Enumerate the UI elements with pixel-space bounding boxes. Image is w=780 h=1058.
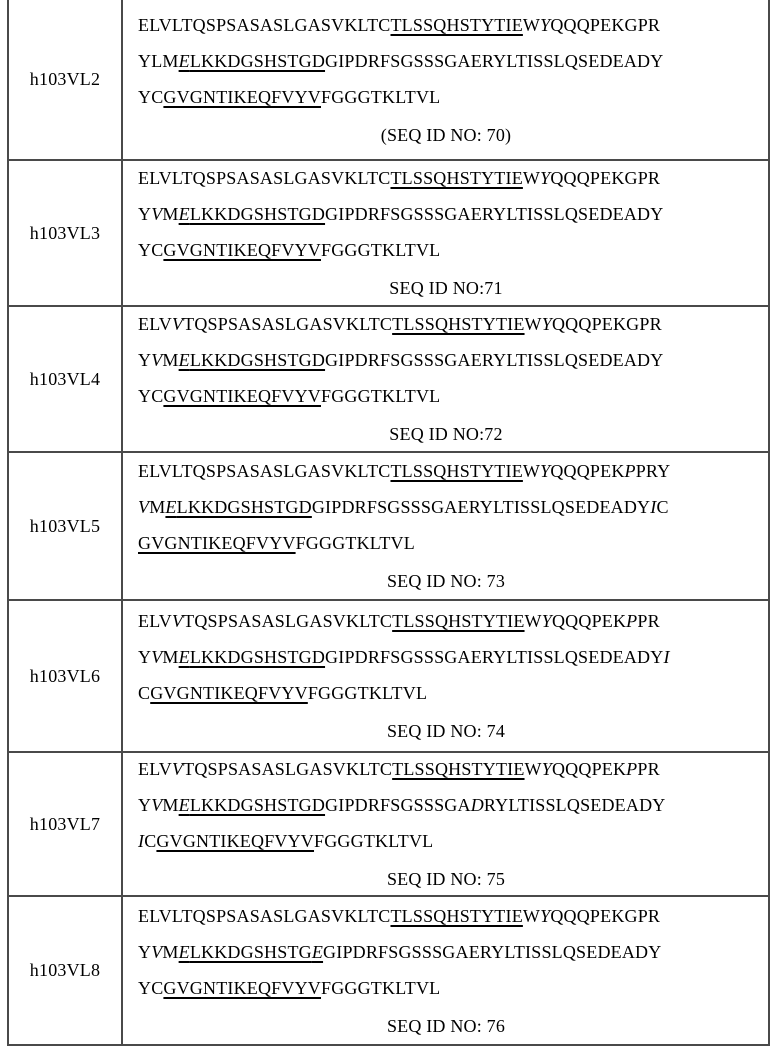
sequence-segment: M (162, 941, 179, 962)
sequence-segment: Y (138, 941, 152, 962)
sequence-line (138, 453, 766, 489)
sequence-segment: ELVLTQSPSASASLGASVKLTC (138, 905, 391, 926)
sequence-segment: PRY (635, 461, 671, 481)
sequence-segment: GVGNTIKEQFVYV (163, 386, 321, 406)
sequence-segment: C (144, 831, 157, 851)
sequence-line (138, 675, 766, 711)
sequence-segment: W (524, 314, 542, 334)
seq-id-label: SEQ ID NO:71 (389, 278, 503, 298)
table-row (9, 751, 768, 895)
sequence-segment: FGGGTKLTVL (321, 977, 441, 998)
sequence-segment: TQSPSASASLGASVKLTC (183, 611, 393, 631)
sequence-segment: FGGGTKLTVL (321, 386, 441, 406)
sequence-segment: Y (540, 14, 551, 35)
sequence-segment: TLSSQHSTYTIE (390, 168, 523, 188)
antibody-label: h103VL2 (29, 69, 101, 89)
sequence-segment: FGGGTKLTVL (321, 86, 441, 107)
sequence-segment: TLSSQHSTYTIE (392, 314, 525, 334)
sequence-segment: YC (138, 240, 164, 260)
sequence-segment: V (171, 759, 184, 779)
sequence-cell (123, 897, 768, 1044)
sequence-segment: E (178, 941, 190, 962)
sequence-line (138, 232, 766, 268)
sequence-line (138, 603, 766, 639)
sequence-line (138, 79, 766, 115)
sequence-segment: I (663, 647, 670, 667)
sequence-segment: I (138, 831, 145, 851)
sequence-segment: W (522, 461, 541, 481)
sequence-segment: ELVLTQSPSASASLGASVKLTC (138, 461, 391, 481)
seq-id-label: SEQ ID NO: 76 (386, 1015, 506, 1036)
sequence-segment: Y (541, 611, 552, 631)
sequence-segment: E (165, 497, 177, 517)
sequence-segment: M (162, 350, 179, 370)
antibody-label-cell (9, 0, 123, 159)
sequence-segment: W (522, 14, 541, 35)
antibody-label-cell (9, 753, 123, 895)
sequence-segment: TQSPSASASLGASVKLTC (183, 314, 393, 334)
sequence-segment: C (656, 497, 669, 517)
sequence-segment: V (138, 497, 150, 517)
sequence-segment: ELVLTQSPSASASLGASVKLTC (138, 14, 391, 35)
antibody-label-cell (9, 161, 123, 305)
sequence-segment: E (178, 50, 190, 71)
sequence-segment: Y (138, 350, 152, 370)
table-row (9, 159, 768, 305)
sequence-line (138, 43, 766, 79)
sequence-line (138, 307, 766, 342)
seq-id-label: SEQ ID NO: 74 (386, 721, 506, 741)
sequence-line (138, 489, 766, 525)
seq-id-label: SEQ ID NO:72 (389, 424, 503, 444)
sequence-segment: E (311, 941, 324, 962)
sequence-line (138, 525, 766, 561)
sequence-segment: YC (138, 977, 164, 998)
sequence-segment: TLSSQHSTYTIE (392, 611, 525, 631)
sequence-segment: PR (637, 759, 660, 779)
sequence-segment: M (149, 497, 166, 517)
sequence-segment: V (171, 314, 184, 334)
sequence-segment: GVGNTIKEQFVYV (156, 831, 315, 851)
sequence-segment: TLSSQHSTYTIE (390, 461, 523, 481)
sequence-segment: Y (540, 905, 551, 926)
sequence-cell (123, 753, 768, 895)
sequence-line (138, 934, 766, 970)
antibody-label: h103VL4 (29, 368, 101, 389)
sequence-segment: LKKDGSHSTGD (189, 50, 326, 71)
sequence-segment: LKKDGSHSTGD (189, 795, 326, 815)
sequence-segment: RYLTISSLQSEDEADY (483, 795, 666, 815)
sequence-segment: E (178, 204, 190, 224)
antibody-label: h103VL3 (29, 222, 101, 243)
sequence-segment: LKKDGSHSTG (189, 941, 312, 962)
sequence-line (138, 823, 766, 859)
sequence-segment: QQQPEKGPR (550, 905, 661, 926)
sequence-segment: QQQPEK (551, 611, 627, 631)
sequence-table (7, 0, 770, 1046)
sequence-segment: FGGGTKLTVL (307, 683, 428, 703)
sequence-segment: QQQPEKGPR (550, 14, 661, 35)
sequence-segment: QQQPEKGPR (551, 314, 662, 334)
sequence-line (138, 639, 766, 675)
antibody-label: h103VL7 (29, 813, 101, 834)
sequence-segment: FGGGTKLTVL (321, 240, 441, 260)
antibody-label: h103VL5 (29, 515, 101, 536)
sequence-segment: Y (541, 314, 552, 334)
sequence-segment: W (524, 611, 542, 631)
sequence-line (138, 196, 766, 232)
sequence-segment: C (138, 683, 151, 703)
table-row (9, 599, 768, 751)
sequence-segment: YLM (138, 50, 179, 71)
sequence-segment: W (522, 905, 541, 926)
sequence-segment: LKKDGSHSTGD (189, 350, 326, 370)
sequence-segment: V (151, 647, 163, 667)
seq-id-label: SEQ ID NO: 73 (386, 571, 506, 591)
sequence-segment: GIPDRFSGSSSGAERYLTISSLQSEDEADY (325, 50, 664, 71)
sequence-segment: W (522, 168, 541, 188)
sequence-line (138, 970, 766, 1006)
sequence-segment: GVGNTIKEQFVYV (163, 240, 321, 260)
seq-id-label: SEQ ID NO: 75 (386, 869, 506, 889)
sequence-segment: I (650, 497, 657, 517)
sequence-segment: QQQPEK (550, 461, 625, 481)
sequence-segment: YC (138, 386, 164, 406)
sequence-segment: P (626, 611, 638, 631)
sequence-line (138, 342, 766, 378)
sequence-segment: Y (540, 461, 551, 481)
sequence-line (138, 378, 766, 414)
seq-id-label: (SEQ ID NO: 70) (380, 124, 512, 145)
sequence-cell (123, 307, 768, 451)
sequence-segment: QQQPEK (551, 759, 627, 779)
sequence-segment: GVGNTIKEQFVYV (163, 86, 321, 107)
sequence-segment: TLSSQHSTYTIE (392, 759, 525, 779)
sequence-cell (123, 0, 768, 159)
sequence-segment: Y (138, 647, 152, 667)
antibody-label-cell (9, 307, 123, 451)
sequence-segment: Y (540, 168, 551, 188)
sequence-segment: FGGGTKLTVL (295, 533, 415, 553)
sequence-segment: V (151, 941, 163, 962)
sequence-segment: GIPDRFSGSSSGAERYLTISSLQSEDEADY (323, 941, 662, 962)
sequence-segment: TLSSQHSTYTIE (390, 905, 523, 926)
sequence-segment: V (151, 795, 163, 815)
sequence-segment: D (470, 795, 484, 815)
sequence-line (138, 898, 766, 934)
sequence-segment: LKKDGSHSTGD (189, 647, 326, 667)
sequence-line (138, 753, 766, 787)
sequence-segment: GVGNTIKEQFVYV (163, 977, 321, 998)
sequence-line (138, 787, 766, 823)
sequence-segment: M (162, 795, 179, 815)
sequence-cell (123, 601, 768, 751)
table-row (9, 451, 768, 599)
sequence-cell (123, 453, 768, 599)
sequence-segment: GVGNTIKEQFVYV (150, 683, 308, 703)
antibody-label: h103VL8 (29, 960, 101, 980)
sequence-segment: ELV (138, 759, 172, 779)
sequence-segment: GIPDRFSGSSSGAERYLTISSLQSEDEADY (311, 497, 651, 517)
sequence-segment: GVGNTIKEQFVYV (138, 533, 296, 553)
antibody-label-cell (9, 453, 123, 599)
sequence-segment: TQSPSASASLGASVKLTC (183, 759, 393, 779)
sequence-segment: P (624, 461, 636, 481)
sequence-segment: YC (138, 86, 164, 107)
sequence-segment: P (626, 759, 638, 779)
sequence-segment: GIPDRFSGSSSGAERYLTISSLQSEDEADY (325, 204, 664, 224)
sequence-segment: GIPDRFSGSSSGAERYLTISSLQSEDEADY (325, 350, 664, 370)
sequence-segment: Y (138, 795, 152, 815)
antibody-label-cell (9, 601, 123, 751)
table-row (9, 895, 768, 1044)
table-row (9, 305, 768, 451)
sequence-segment: E (178, 350, 190, 370)
sequence-segment: LKKDGSHSTGD (176, 497, 312, 517)
antibody-label: h103VL6 (29, 665, 101, 686)
sequence-line (138, 161, 766, 196)
sequence-segment: QQQPEKGPR (550, 168, 661, 188)
sequence-segment: FGGGTKLTVL (314, 831, 434, 851)
table-row (9, 0, 768, 159)
sequence-segment: LKKDGSHSTGD (189, 204, 326, 224)
sequence-segment: V (151, 350, 163, 370)
sequence-segment: M (162, 647, 179, 667)
sequence-segment: PR (637, 611, 660, 631)
sequence-segment: ELV (138, 611, 172, 631)
sequence-segment: E (178, 795, 190, 815)
antibody-label-cell (9, 897, 123, 1044)
sequence-line (138, 7, 766, 43)
sequence-segment: V (171, 611, 184, 631)
sequence-segment: Y (541, 759, 552, 779)
sequence-segment: Y (138, 204, 152, 224)
sequence-segment: GIPDRFSGSSSGA (325, 795, 471, 815)
sequence-segment: TLSSQHSTYTIE (390, 14, 523, 35)
sequence-cell (123, 161, 768, 305)
sequence-segment: M (162, 204, 179, 224)
sequence-segment: W (524, 759, 542, 779)
sequence-segment: ELVLTQSPSASASLGASVKLTC (138, 168, 391, 188)
sequence-segment: V (151, 204, 163, 224)
sequence-segment: GIPDRFSGSSSGAERYLTISSLQSEDEADY (325, 647, 664, 667)
sequence-segment: E (178, 647, 190, 667)
sequence-segment: ELV (138, 314, 172, 334)
